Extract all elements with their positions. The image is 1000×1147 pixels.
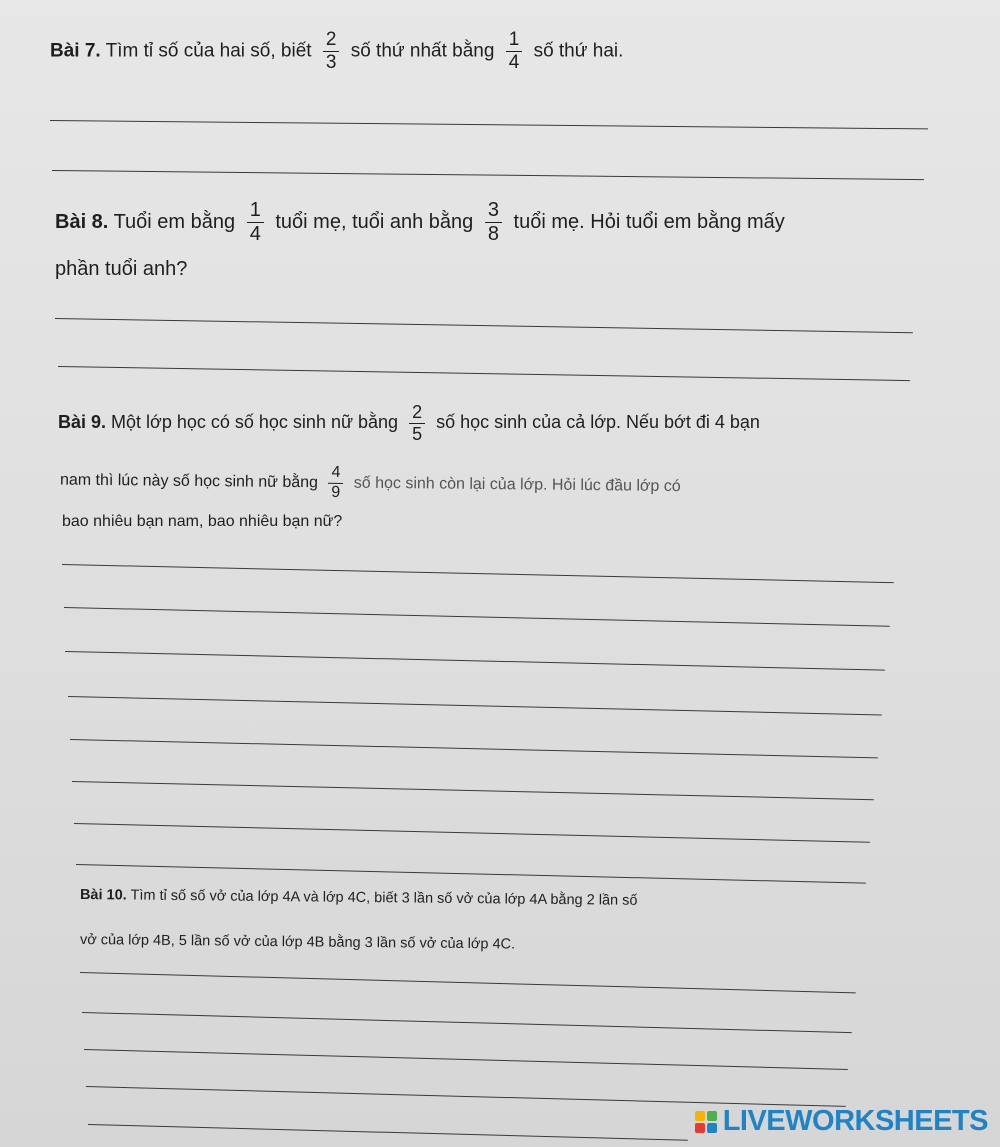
exercise-8	[55, 200, 785, 245]
liveworksheets-logo-text: LIVEWORKSHEETS	[722, 1105, 988, 1137]
exercise-7	[50, 30, 623, 73]
exercise-7-text-b: số thứ nhất bằng	[350, 40, 495, 62]
exercise-10	[80, 887, 638, 909]
exercise-9-line-2-a: nam thì lúc này số học sinh nữ bằng	[59, 471, 319, 492]
exercise-8-text-a: Tuổi em bằng	[113, 210, 236, 233]
logo-square	[695, 1111, 705, 1121]
answer-line[interactable]	[82, 1012, 852, 1033]
fraction-2-5: $\frac{2}{5}$	[409, 403, 425, 444]
liveworksheets-logo-icon	[695, 1111, 717, 1133]
fraction-3-8: $\frac{3}{8}$	[485, 200, 502, 245]
exercise-9-line-2	[60, 462, 681, 505]
answer-line[interactable]	[74, 823, 870, 843]
exercise-7-label: Bài 7.	[50, 40, 101, 62]
fraction-1-4: $\frac{1}{4}$	[506, 30, 523, 73]
answer-line[interactable]	[62, 564, 894, 583]
exercise-9-text-b: số học sinh của cả lớp. Nếu bớt đi 4 bạn	[436, 412, 760, 433]
logo-square	[707, 1123, 717, 1133]
liveworksheets-logo	[695, 1105, 988, 1138]
answer-line[interactable]	[52, 170, 924, 180]
exercise-7-text-c: số thứ hai.	[533, 40, 624, 62]
logo-square	[707, 1111, 717, 1121]
answer-line[interactable]	[70, 739, 878, 758]
answer-line[interactable]	[72, 781, 874, 800]
answer-line[interactable]	[58, 366, 910, 381]
exercise-8-line-2: phần tuổi anh?	[55, 258, 188, 280]
answer-line[interactable]	[84, 1049, 848, 1070]
exercise-7-text-a: Tìm tỉ số của hai số, biết	[105, 40, 312, 62]
exercise-9-text-a: Một lớp học có số học sinh nữ bằng	[111, 412, 399, 433]
exercise-9-line-2-b: số học sinh còn lại của lớp. Hỏi lúc đầu lớp có	[353, 474, 681, 496]
fraction-4-9: $\frac{4}{9}$	[328, 465, 343, 502]
exercise-8-text-c: tuổi mẹ. Hỏi tuổi em bằng mấy	[513, 210, 785, 233]
answer-line[interactable]	[76, 864, 866, 884]
exercise-9-line-3: bao nhiêu bạn nam, bao nhiêu bạn nữ?	[62, 513, 343, 530]
answer-line[interactable]	[50, 120, 928, 129]
answer-line[interactable]	[88, 1124, 688, 1141]
answer-line[interactable]	[55, 318, 913, 333]
answer-line[interactable]	[86, 1086, 846, 1107]
exercise-10-label: Bài 10.	[79, 887, 127, 904]
exercise-9-label: Bài 9.	[58, 412, 107, 433]
answer-line[interactable]	[80, 972, 856, 993]
exercise-8-text-b: tuổi mẹ, tuổi anh bằng	[275, 210, 474, 233]
exercise-8-label: Bài 8.	[55, 210, 109, 233]
fraction-2-3: $\frac{2}{3}$	[323, 30, 340, 73]
fraction-1-4: $\frac{1}{4}$	[247, 200, 264, 245]
exercise-9	[58, 403, 760, 444]
exercise-10-line-2: vở của lớp 4B, 5 lần số vở của lớp 4B bằng 3 lần số vở của lớp 4C.	[79, 932, 516, 953]
logo-square	[695, 1123, 705, 1133]
exercise-10-line-1: Tìm tỉ số số vở của lớp 4A và lớp 4C, biết 3 lần số vở của lớp 4A bằng 2 lần số	[130, 887, 638, 909]
answer-line[interactable]	[65, 651, 885, 671]
answer-line[interactable]	[68, 696, 882, 715]
answer-line[interactable]	[64, 607, 890, 627]
